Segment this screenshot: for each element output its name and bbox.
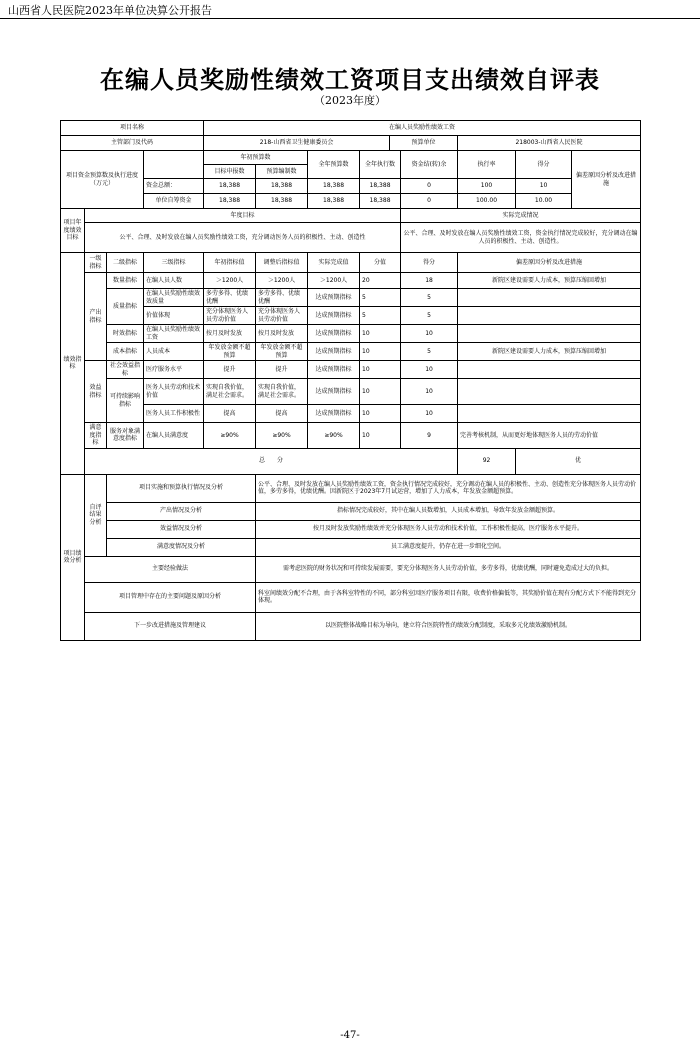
cell: 新院区建设需要人力成本，预算压缩回增加 [458, 273, 641, 289]
table-row [61, 361, 641, 379]
annual-budget-header: 年初预算数 [204, 151, 308, 165]
cell [458, 379, 641, 405]
cell: 医务人员工作积极性 [144, 405, 204, 423]
deviation-header: 偏差原因分析及改进措施 [572, 151, 641, 209]
cell: 提高 [256, 405, 308, 423]
cell [458, 405, 641, 423]
cell: ≥90% [308, 423, 360, 449]
cell: 5 [360, 289, 401, 307]
cell: 在编人员满意度 [144, 423, 204, 449]
analysis-item-label: 项目实施和预算执行情况及分析 [107, 474, 256, 502]
cell: 18 [401, 273, 458, 289]
col-header: 实际完成值 [308, 253, 360, 273]
goal-header: 年度目标 [85, 209, 401, 223]
report-header: 山西省人民医院2023年单位决算公开报告 [8, 4, 212, 17]
cell: 10 [360, 343, 401, 361]
cell: 18,388 [256, 194, 308, 209]
total-grade: 优 [516, 448, 641, 474]
cell [458, 307, 641, 325]
analysis-item-text: 指标情况完成较好，其中在编人员数增加，人员成本增加，导致年发放金额超预算。 [256, 502, 641, 520]
header-rule [0, 18, 700, 19]
table-row [61, 379, 641, 405]
table-row [61, 273, 641, 289]
cell: 完善考核机制，从而更好地体现医务人员的劳动价值 [458, 423, 641, 449]
cell: 实现自我价值，满足社会需求。 [256, 379, 308, 405]
dept-row [61, 136, 641, 151]
project-row [61, 121, 641, 136]
cell: 100.00 [458, 194, 516, 209]
analysis-row [61, 582, 641, 612]
funds-total-row [61, 179, 641, 194]
cell: 10 [401, 379, 458, 405]
analysis-item-text: 按月及时发放奖励性绩效并充分体现医务人员劳动和技术价值，工作积极性提高，医疗服务水平提升。 [256, 520, 641, 538]
cell: 年发放金额不超预算 [204, 343, 256, 361]
table-row [61, 307, 641, 325]
cell: 10 [401, 405, 458, 423]
col-header: 得分 [401, 253, 458, 273]
col-header: 一级指标 [85, 253, 107, 273]
cell: 实现自我价值，满足社会需求。 [204, 379, 256, 405]
self-eval-label: 自评结果分析 [85, 474, 107, 556]
impl-value: 218003-山西省人民医院 [458, 136, 641, 151]
balance-header: 资金结(转)余 [401, 151, 458, 179]
analysis-row [61, 612, 641, 640]
self-evaluation-table [60, 120, 641, 641]
project-value: 在编人员奖励性绩效工资 [204, 121, 641, 136]
cell [458, 289, 641, 307]
cell: 人员成本 [144, 343, 204, 361]
analysis-row [61, 520, 641, 538]
cell: 100 [458, 179, 516, 194]
cell: 10 [360, 361, 401, 379]
experience-text: 需考虑医院的财务状况和可持续发展需要，要充分体现医务人员劳动价值，多劳多得，优绩优酬，同时避免造成过大的负担。 [256, 556, 641, 582]
cell: 新院区建设需要人力成本，预算压缩回增加 [458, 343, 641, 361]
cell: 提高 [204, 405, 256, 423]
cell [458, 361, 641, 379]
goal-header-row [61, 209, 641, 223]
analysis-item-text: 员工满意度提升，仍存在进一步细化空间。 [256, 538, 641, 556]
funds-self-row [61, 194, 641, 209]
project-label: 项目名称 [61, 121, 204, 136]
col-header: 分值 [360, 253, 401, 273]
table-row [61, 289, 641, 307]
cell: 18,388 [204, 179, 256, 194]
cell: 达成预期指标 [308, 379, 360, 405]
cell: 按月及时发放 [256, 325, 308, 343]
cell: 18,388 [308, 179, 360, 194]
cell: 质量指标 [107, 289, 144, 325]
cell: 5 [401, 307, 458, 325]
cell: 10 [401, 325, 458, 343]
funds-self-label: 单位自筹资金 [144, 194, 204, 209]
analysis-section-label: 项目绩效分析 [61, 474, 85, 640]
analysis-item-label: 产出情况及分析 [107, 502, 256, 520]
cell: 达成预期指标 [308, 405, 360, 423]
cell: 在编人员奖励性绩效工资 [144, 325, 204, 343]
cell: 0 [401, 194, 458, 209]
cell: 服务对象满意度指标 [107, 423, 144, 449]
cell: ＞1200人 [204, 273, 256, 289]
col-header: 三级指标 [144, 253, 204, 273]
indicator-section-label: 绩效指标 [61, 253, 85, 475]
experience-label: 主要经验做法 [85, 556, 256, 582]
cell [458, 325, 641, 343]
cell: 5 [401, 289, 458, 307]
analysis-row [61, 538, 641, 556]
analysis-row [61, 474, 641, 502]
col-header: 调整后指标值 [256, 253, 308, 273]
next-steps-text: 以医院整体战略目标为导向，建立符合医院特性的绩效分配制度，采取多元化绩效激励机制。 [256, 612, 641, 640]
cell: 在编人员人数 [144, 273, 204, 289]
total-label: 总 分 [85, 448, 458, 474]
dept-value: 218-山西省卫生健康委员会 [204, 136, 390, 151]
cell: 达成预期指标 [308, 289, 360, 307]
cell: ≥90% [256, 423, 308, 449]
funds-label: 项目资金预算数及执行进度（万元） [61, 151, 144, 209]
problems-label: 项目管理中存在的主要问题及原因分析 [85, 582, 256, 612]
report-year: （2023年度） [314, 94, 386, 107]
col-header: 年初指标值 [204, 253, 256, 273]
cell: 18,388 [360, 194, 401, 209]
cell: 18,388 [308, 194, 360, 209]
full-year-exec-header: 全年执行数 [360, 151, 401, 179]
cell: 10 [360, 423, 401, 449]
output-indicator-label: 产出指标 [85, 273, 107, 361]
cell: 达成预期指标 [308, 325, 360, 343]
table-row [61, 343, 641, 361]
dept-label: 主管部门及代码 [61, 136, 204, 151]
cell: 10.00 [516, 194, 572, 209]
cell: 0 [401, 179, 458, 194]
compile-header: 预算编制数 [256, 165, 308, 179]
cell: 达成预期指标 [308, 343, 360, 361]
cell: 10 [401, 361, 458, 379]
col-header: 偏差原因分析及改进措施 [458, 253, 641, 273]
cell: 18,388 [360, 179, 401, 194]
full-year-budget-header: 全年预算数 [308, 151, 360, 179]
cell: 多劳多得、优绩优酬 [256, 289, 308, 307]
funds-header-row-1 [61, 151, 641, 165]
actual-text: 公平、合理、及时发放在编人员奖励性绩效工资，资金执行情况完成较好，充分调动在编人员的积极性、主动、创造性。 [401, 223, 641, 253]
page-number: -47- [340, 1030, 360, 1041]
cell: 按月及时发放 [204, 325, 256, 343]
cell: 9 [401, 423, 458, 449]
next-steps-label: 下一步改进措施及管理建议 [85, 612, 256, 640]
cell: ＞1200人 [256, 273, 308, 289]
target-header: 目标申报数 [204, 165, 256, 179]
cell: 年发放金额不超预算 [256, 343, 308, 361]
total-row [61, 448, 641, 474]
funds-total-label: 资金总额： [144, 179, 204, 194]
cell: 达成预期指标 [308, 361, 360, 379]
score-header: 得分 [516, 151, 572, 179]
impl-label: 预算单位 [390, 136, 458, 151]
cell: 提升 [256, 361, 308, 379]
analysis-item-label: 满意度情况及分析 [107, 538, 256, 556]
cell: 20 [360, 273, 401, 289]
table-row [61, 325, 641, 343]
cell: 10 [516, 179, 572, 194]
problems-text: 科室间绩效分配不合理，由于各科室特性的不同，部分科室因医疗服务项目有限，收费价格偏低等，其奖励价值在现有分配方式下不能得到充分体现。 [256, 582, 641, 612]
analysis-item-text: 公平、合理、及时发放在编人员奖励性绩效工资，资金执行情况完成较好，充分调动在编人员的积极性、主动、创造性充分体现医务人员劳动价值，多劳多得，优绩优酬。因新院区于2023年7月试运营，增加了人力成本，年发放金额超预算。 [256, 474, 641, 502]
table-row [61, 423, 641, 449]
analysis-row [61, 502, 641, 520]
cell: 数量指标 [107, 273, 144, 289]
analysis-item-label: 效益情况及分析 [107, 520, 256, 538]
col-header: 二级指标 [107, 253, 144, 273]
cell: 医疗服务水平 [144, 361, 204, 379]
cell: 成本指标 [107, 343, 144, 361]
effect-indicator-label: 效益指标 [85, 361, 107, 423]
page-title: 在编人员奖励性绩效工资项目支出绩效自评表 [100, 65, 600, 94]
cell: 18,388 [256, 179, 308, 194]
cell: 社会效益指标 [107, 361, 144, 379]
cell: 医务人员劳动和技术价值 [144, 379, 204, 405]
cell: 10 [360, 379, 401, 405]
cell: ＞1200人 [308, 273, 360, 289]
goal-text: 公平、合理、及时发放在编人员奖励性绩效工资，充分调动医务人员的积极性、主动、创造性 [85, 223, 401, 253]
total-score: 92 [458, 448, 516, 474]
cell: 在编人员奖励性绩效效质量 [144, 289, 204, 307]
cell: ≥90% [204, 423, 256, 449]
goal-section-label: 项目年度绩效目标 [61, 209, 85, 253]
indicator-header-row [61, 253, 641, 273]
table-row [61, 405, 641, 423]
cell: 多劳多得、优绩优酬 [204, 289, 256, 307]
cell: 5 [360, 307, 401, 325]
satisfaction-indicator-label: 满意度指标 [85, 423, 107, 449]
analysis-row [61, 556, 641, 582]
cell: 18,388 [204, 194, 256, 209]
cell: 充分体现医务人员劳动价值 [256, 307, 308, 325]
cell: 10 [360, 405, 401, 423]
cell: 10 [360, 325, 401, 343]
goal-content-row [61, 223, 641, 253]
cell: 时效指标 [107, 325, 144, 343]
cell: 5 [401, 343, 458, 361]
cell: 达成预期指标 [308, 307, 360, 325]
cell: 价值体现 [144, 307, 204, 325]
cell: 提升 [204, 361, 256, 379]
exec-rate-header: 执行率 [458, 151, 516, 179]
cell: 充分体现医务人员劳动价值 [204, 307, 256, 325]
actual-header: 实际完成情况 [401, 209, 641, 223]
cell: 可持续影响指标 [107, 379, 144, 423]
